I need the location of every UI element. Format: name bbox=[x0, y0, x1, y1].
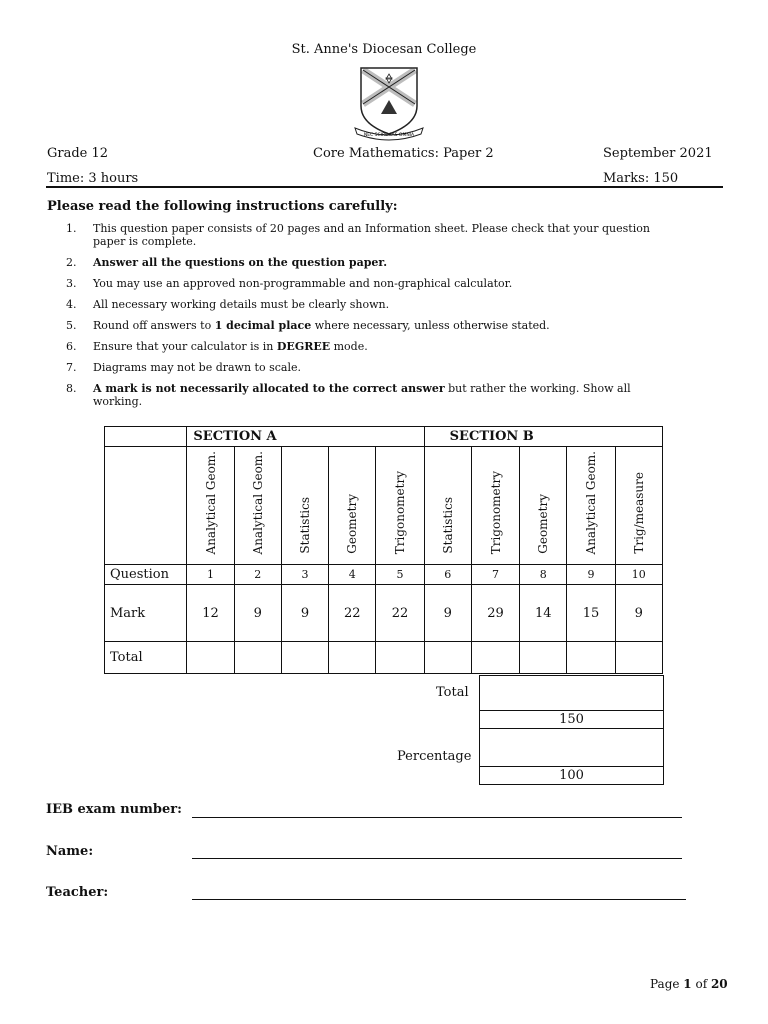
name-input-line[interactable] bbox=[192, 858, 682, 859]
topic-cell bbox=[424, 447, 471, 565]
page-prefix: Page bbox=[650, 977, 684, 991]
teacher-label: Teacher: bbox=[46, 885, 109, 900]
topic-label: Statistics bbox=[440, 497, 455, 554]
section-a-heading: SECTION A bbox=[187, 427, 424, 447]
instruction-number: 4. bbox=[66, 298, 77, 311]
empty-cell bbox=[105, 447, 187, 565]
total-entry-cell[interactable] bbox=[234, 642, 281, 674]
total-entry-cell[interactable] bbox=[329, 642, 376, 674]
grand-total-entry[interactable] bbox=[480, 676, 664, 711]
instruction-item bbox=[66, 222, 666, 248]
topic-label: Trigonometry bbox=[488, 470, 503, 554]
instruction-item bbox=[66, 256, 666, 269]
instruction-item bbox=[66, 382, 666, 408]
marks-breakdown-table bbox=[104, 426, 663, 674]
instruction-emphasis: 1 decimal place bbox=[214, 319, 312, 332]
subject-title: Core Mathematics: Paper 2 bbox=[313, 146, 494, 161]
mark-value: 9 bbox=[234, 585, 281, 642]
instruction-item bbox=[66, 340, 666, 353]
instructions-title: Please read the following instructions carefully: bbox=[47, 199, 398, 214]
instruction-text: Diagrams may not be drawn to scale. bbox=[93, 361, 301, 374]
question-number: 2 bbox=[234, 565, 281, 585]
instruction-text: mode. bbox=[330, 340, 368, 353]
exam-number-input-line[interactable] bbox=[192, 817, 682, 818]
instruction-number: 8. bbox=[66, 382, 77, 395]
mark-value: 29 bbox=[471, 585, 519, 642]
topic-label: Statistics bbox=[298, 497, 312, 554]
total-entry-cell[interactable] bbox=[376, 642, 424, 674]
question-number: 8 bbox=[520, 565, 567, 585]
total-entry-cell[interactable] bbox=[520, 642, 567, 674]
total-entry-cell[interactable] bbox=[615, 642, 662, 674]
topic-cell bbox=[567, 447, 615, 565]
topic-label: Trig/measure bbox=[631, 472, 646, 554]
instruction-number: 2. bbox=[66, 256, 77, 269]
total-entry-cell[interactable] bbox=[424, 642, 471, 674]
school-name: St. Anne's Diocesan College bbox=[291, 42, 477, 57]
topic-label: Analytical Geom. bbox=[250, 450, 265, 554]
instruction-item bbox=[66, 298, 666, 311]
topic-cell bbox=[281, 447, 328, 565]
instruction-text: but rather the working. Show all working. bbox=[93, 382, 631, 408]
instruction-number: 7. bbox=[66, 361, 77, 374]
total-entry-cell[interactable] bbox=[281, 642, 328, 674]
percentage-entry[interactable] bbox=[480, 729, 664, 767]
topic-label: Analytical Geom. bbox=[203, 450, 218, 554]
total-marks: Marks: 150 bbox=[603, 171, 679, 186]
empty-cell bbox=[105, 427, 187, 447]
time-allowed: Time: 3 hours bbox=[47, 171, 139, 186]
mark-value: 22 bbox=[329, 585, 376, 642]
mark-row-label: Mark bbox=[105, 585, 187, 642]
topic-cell bbox=[329, 447, 376, 565]
question-number: 10 bbox=[615, 565, 662, 585]
instruction-emphasis: A mark is not necessarily allocated to the correct answer bbox=[93, 382, 445, 395]
percentage-max: 100 bbox=[480, 767, 664, 785]
instruction-emphasis: DEGREE bbox=[276, 340, 331, 353]
topic-cell bbox=[471, 447, 519, 565]
instruction-item bbox=[66, 319, 666, 332]
instruction-number: 1. bbox=[66, 222, 77, 235]
instruction-number: 6. bbox=[66, 340, 77, 353]
question-number: 7 bbox=[471, 565, 519, 585]
mark-row bbox=[105, 585, 663, 642]
header-divider bbox=[46, 186, 723, 188]
question-number: 3 bbox=[281, 565, 328, 585]
current-page: 1 bbox=[683, 977, 692, 991]
mark-value: 9 bbox=[281, 585, 328, 642]
mark-value: 9 bbox=[615, 585, 662, 642]
instruction-number: 5. bbox=[66, 319, 77, 332]
instruction-text: Ensure that your calculator is in bbox=[93, 340, 277, 353]
topic-cell bbox=[520, 447, 567, 565]
topic-cell bbox=[187, 447, 234, 565]
exam-number-label: IEB exam number: bbox=[46, 802, 182, 817]
page-number bbox=[650, 977, 728, 991]
question-row-label: Question bbox=[105, 565, 187, 585]
grand-total-max: 150 bbox=[480, 711, 664, 729]
teacher-input-line[interactable] bbox=[192, 899, 686, 900]
question-number: 6 bbox=[424, 565, 471, 585]
instruction-text: Answer all the questions on the question paper. bbox=[93, 256, 388, 269]
mark-value: 15 bbox=[567, 585, 615, 642]
total-row bbox=[105, 642, 663, 674]
mark-value: 14 bbox=[520, 585, 567, 642]
total-entry-cell[interactable] bbox=[567, 642, 615, 674]
total-entry-cell[interactable] bbox=[187, 642, 234, 674]
page-separator: of bbox=[691, 977, 711, 991]
instruction-text: This question paper consists of 20 pages and an Information sheet. Please check that your question paper is complete. bbox=[93, 222, 650, 248]
topic-cell bbox=[234, 447, 281, 565]
percentage-label: Percentage bbox=[397, 749, 472, 764]
instruction-text: All necessary working details must be clearly shown. bbox=[93, 298, 390, 311]
topic-label: Analytical Geom. bbox=[583, 450, 598, 554]
question-number: 5 bbox=[376, 565, 424, 585]
section-header-row bbox=[105, 427, 663, 447]
instruction-text: You may use an approved non-programmable and non-graphical calculator. bbox=[93, 277, 513, 290]
instruction-text: Round off answers to bbox=[93, 319, 215, 332]
total-entry-cell[interactable] bbox=[471, 642, 519, 674]
grade-label: Grade 12 bbox=[47, 146, 109, 161]
instructions-list bbox=[66, 222, 666, 408]
section-b-heading: SECTION B bbox=[424, 427, 662, 447]
grand-total-label: Total bbox=[436, 685, 469, 700]
instruction-number: 3. bbox=[66, 277, 77, 290]
total-pages: 20 bbox=[710, 977, 728, 991]
mark-value: 9 bbox=[424, 585, 471, 642]
total-row-label: Total bbox=[105, 642, 187, 674]
instruction-item bbox=[66, 361, 666, 374]
totals-table bbox=[479, 675, 664, 785]
topic-cell bbox=[376, 447, 424, 565]
exam-date: September 2021 bbox=[603, 146, 713, 161]
instruction-text: where necessary, unless otherwise stated. bbox=[311, 319, 550, 332]
topic-cell bbox=[615, 447, 662, 565]
name-label: Name: bbox=[46, 844, 94, 859]
topic-row bbox=[105, 447, 663, 565]
mark-value: 12 bbox=[187, 585, 234, 642]
topic-label: Geometry bbox=[345, 494, 360, 554]
question-row bbox=[105, 565, 663, 585]
question-number: 4 bbox=[329, 565, 376, 585]
instruction-item bbox=[66, 277, 666, 290]
topic-label: Geometry bbox=[536, 494, 551, 554]
crest-motto: NEC SCIRE FAS OMNIA bbox=[363, 133, 415, 138]
school-crest-logo bbox=[347, 62, 431, 142]
question-number: 9 bbox=[567, 565, 615, 585]
question-number: 1 bbox=[187, 565, 234, 585]
topic-label: Trigonometry bbox=[393, 470, 408, 554]
mark-value: 22 bbox=[376, 585, 424, 642]
